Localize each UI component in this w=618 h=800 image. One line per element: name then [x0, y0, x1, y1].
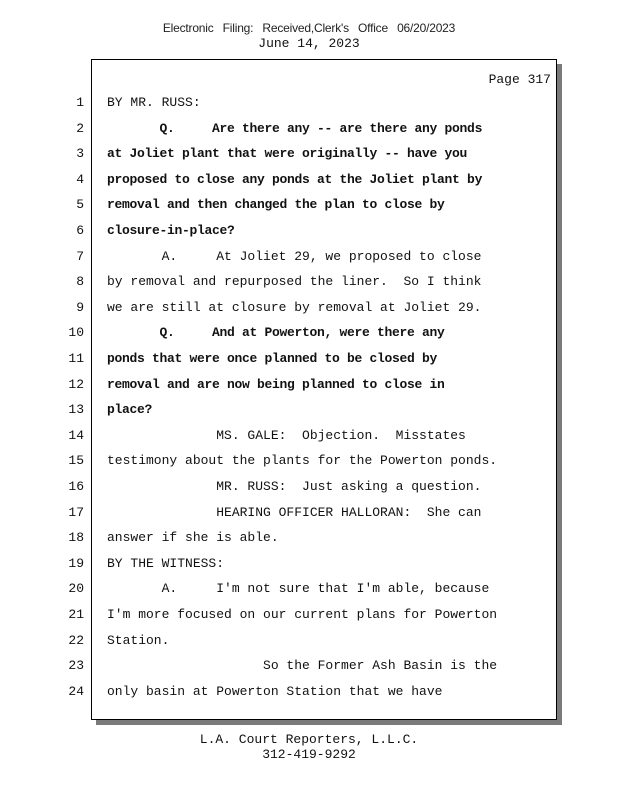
- line-text: at Joliet plant that were originally -- have you: [107, 146, 468, 161]
- line-text: MR. RUSS: Just asking a question.: [107, 479, 482, 494]
- efiling-stamp: Electronic Filing: Received,Clerk's Office 06/20/2023: [162, 21, 456, 35]
- line-text: MS. GALE: Objection. Misstates: [107, 428, 466, 443]
- line-number: 23: [68, 658, 84, 673]
- line-text: place?: [107, 402, 153, 417]
- line-number: 9: [76, 300, 84, 315]
- line-number: 20: [68, 581, 84, 596]
- reporter-phone: 312-419-9292: [262, 747, 356, 762]
- line-text: proposed to close any ponds at the Joliet plant by: [107, 172, 483, 187]
- line-number: 19: [68, 556, 84, 571]
- line-number: 21: [68, 607, 84, 622]
- line-number: 22: [68, 633, 84, 648]
- line-text: Station.: [107, 633, 170, 648]
- line-text: only basin at Powerton Station that we have: [107, 684, 443, 699]
- line-text: we are still at closure by removal at Joliet 29.: [107, 300, 482, 315]
- line-number: 2: [76, 121, 84, 136]
- line-number: 13: [68, 402, 84, 417]
- line-number: 18: [68, 530, 84, 545]
- line-text: A. I'm not sure that I'm able, because: [107, 581, 490, 596]
- reporter-company: L.A. Court Reporters, L.L.C.: [199, 732, 419, 747]
- line-number: 7: [76, 249, 84, 264]
- line-number: 14: [68, 428, 84, 443]
- line-number: 11: [68, 351, 84, 366]
- line-text: testimony about the plants for the Powerton ponds.: [107, 453, 498, 468]
- line-text: Q. And at Powerton, were there any: [107, 325, 445, 340]
- line-number: 16: [68, 479, 84, 494]
- line-text: So the Former Ash Basin is the: [107, 658, 498, 673]
- line-text: HEARING OFFICER HALLORAN: She can: [107, 505, 482, 520]
- line-text: I'm more focused on our current plans for Powerton: [107, 607, 498, 622]
- line-text: ponds that were once planned to be closed by: [107, 351, 438, 366]
- transcript-date: June 14, 2023: [258, 36, 360, 51]
- page-number: Page 317: [488, 72, 551, 87]
- line-number: 3: [76, 146, 84, 161]
- line-number: 15: [68, 453, 84, 468]
- footer: [0, 732, 618, 762]
- line-number: 24: [68, 684, 84, 699]
- line-text: removal and are now being planned to close in: [107, 377, 445, 392]
- line-number: 10: [68, 325, 84, 340]
- line-text: Q. Are there any -- are there any ponds: [107, 121, 483, 136]
- line-text: BY THE WITNESS:: [107, 556, 225, 571]
- line-number: 6: [76, 223, 84, 238]
- line-number: 1: [76, 95, 84, 110]
- line-text: closure-in-place?: [107, 223, 235, 238]
- line-number: 8: [76, 274, 84, 289]
- line-number: 5: [76, 197, 84, 212]
- line-number: 4: [76, 172, 84, 187]
- line-text: removal and then changed the plan to close by: [107, 197, 445, 212]
- line-text: answer if she is able.: [107, 530, 279, 545]
- line-text: BY MR. RUSS:: [107, 95, 201, 110]
- line-number: 12: [68, 377, 84, 392]
- line-text: by removal and repurposed the liner. So I think: [107, 274, 482, 289]
- line-text: A. At Joliet 29, we proposed to close: [107, 249, 482, 264]
- line-number: 17: [68, 505, 84, 520]
